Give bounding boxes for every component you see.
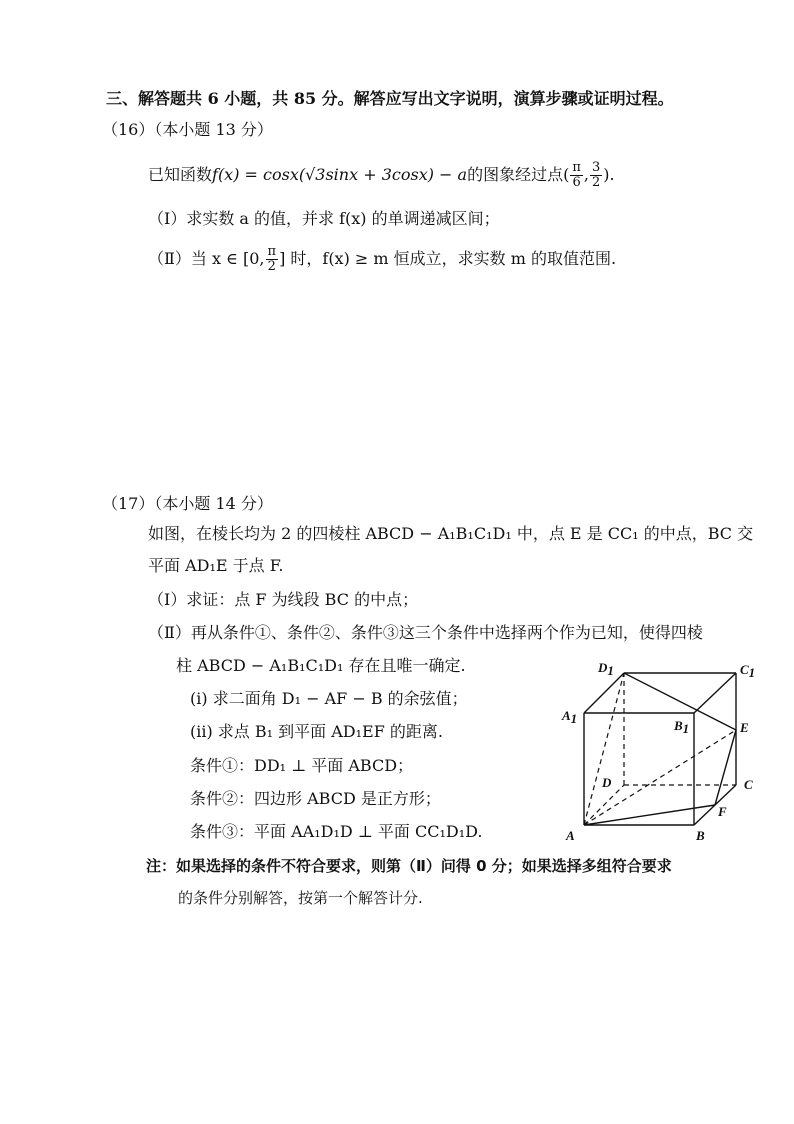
q17-condition-1: 条件①：DD₁ ⊥ 平面 ABCD； xyxy=(190,756,414,775)
edge-C1B1 xyxy=(694,673,736,713)
fraction-denominator: 6 xyxy=(572,175,581,190)
q17-condition-2: 条件②：四边形 ABCD 是正方形； xyxy=(190,789,441,808)
label-C1: C1 xyxy=(740,662,756,680)
hidden-edge-AD1 xyxy=(584,673,624,825)
q16-header: （16）（本小题 13 分） xyxy=(102,120,273,139)
fraction-denominator: 2 xyxy=(267,259,276,274)
label-F: F xyxy=(718,804,727,819)
label-D: D xyxy=(602,775,612,790)
edge-A1D1 xyxy=(584,673,624,713)
label-B1: B1 xyxy=(674,718,690,736)
q16-point-y-fraction xyxy=(590,161,602,190)
q16-stem: 已知函数f(x) = cosx(√3sinx + 3cosx) − a的图象经过点( $\frac{\pi}{6}$ , $\frac{3}{2}$ ). xyxy=(148,160,615,190)
q16-stem-end: ). xyxy=(603,165,615,184)
q17-part1: （Ⅰ）求证：点 F 为线段 BC 的中点； xyxy=(148,590,419,609)
q17-part2-line1: （Ⅱ）再从条件①、条件②、条件③这三个条件中选择两个作为已知，使得四棱 xyxy=(148,623,703,642)
label-A1: A1 xyxy=(562,708,578,726)
q17-note-line2: 的条件分别解答，按第一个解答计分. xyxy=(178,889,423,907)
edge-EF xyxy=(715,730,736,805)
q17-stem-line2: 平面 AD₁E 于点 F. xyxy=(148,556,284,575)
q16-part2 xyxy=(148,244,616,274)
q16-stem-text: 已知函数 xyxy=(148,165,213,184)
label-B: B xyxy=(696,828,705,843)
q17-sub-i: (i) 求二面角 D₁ − AF − B 的余弦值； xyxy=(190,689,468,708)
q16-part2-text-2: ] 时，f(x) ≥ m 恒成立，求实数 m 的取值范围. xyxy=(279,249,617,268)
q17-note-line1: 注：如果选择的条件不符合要求，则第（Ⅱ）问得 0 分；如果选择多组符合要求 xyxy=(146,857,672,875)
q16-point-x-fraction xyxy=(570,161,583,190)
hidden-edge-AD xyxy=(584,785,624,825)
prism-figure xyxy=(554,650,794,850)
fraction-numerator: π xyxy=(572,160,581,175)
label-C: C xyxy=(744,777,753,792)
q16-function: f(x) = cosx(√3sinx + 3cosx) − a xyxy=(212,165,468,184)
label-E: E xyxy=(740,720,749,735)
fraction-denominator: 2 xyxy=(591,175,601,190)
fraction-numerator: 3 xyxy=(591,160,601,175)
section-heading: 三、解答题共 6 小题，共 85 分。解答应写出文字说明，演算步骤或证明过程。 xyxy=(106,89,674,108)
edge-AF xyxy=(584,805,715,825)
q16-stem-text-2: 的图象经过点( xyxy=(467,165,570,184)
q17-stem-line1: 如图，在棱长均为 2 的四棱柱 ABCD − A₁B₁C₁D₁ 中，点 E 是 CC₁ 的中点，BC 交 xyxy=(148,524,754,543)
q17-condition-3: 条件③：平面 AA₁D₁D ⊥ 平面 CC₁D₁D. xyxy=(190,822,483,841)
q16-part1: （Ⅰ）求实数 a 的值，并求 f(x) 的单调递减区间； xyxy=(148,209,500,228)
q17-sub-ii: (ii) 求点 B₁ 到平面 AD₁EF 的距离. xyxy=(190,722,443,741)
fraction-numerator: π xyxy=(267,244,277,259)
q17-part2-line2: 柱 ABCD − A₁B₁C₁D₁ 存在且唯一确定. xyxy=(176,656,466,675)
label-A: A xyxy=(566,828,575,843)
label-D1: D1 xyxy=(598,660,614,678)
q16-part2-fraction xyxy=(266,245,279,274)
q16-part2-text: （Ⅱ）当 x ∈ [0, xyxy=(148,249,265,268)
q17-header: （17）（本小题 14 分） xyxy=(102,494,273,513)
